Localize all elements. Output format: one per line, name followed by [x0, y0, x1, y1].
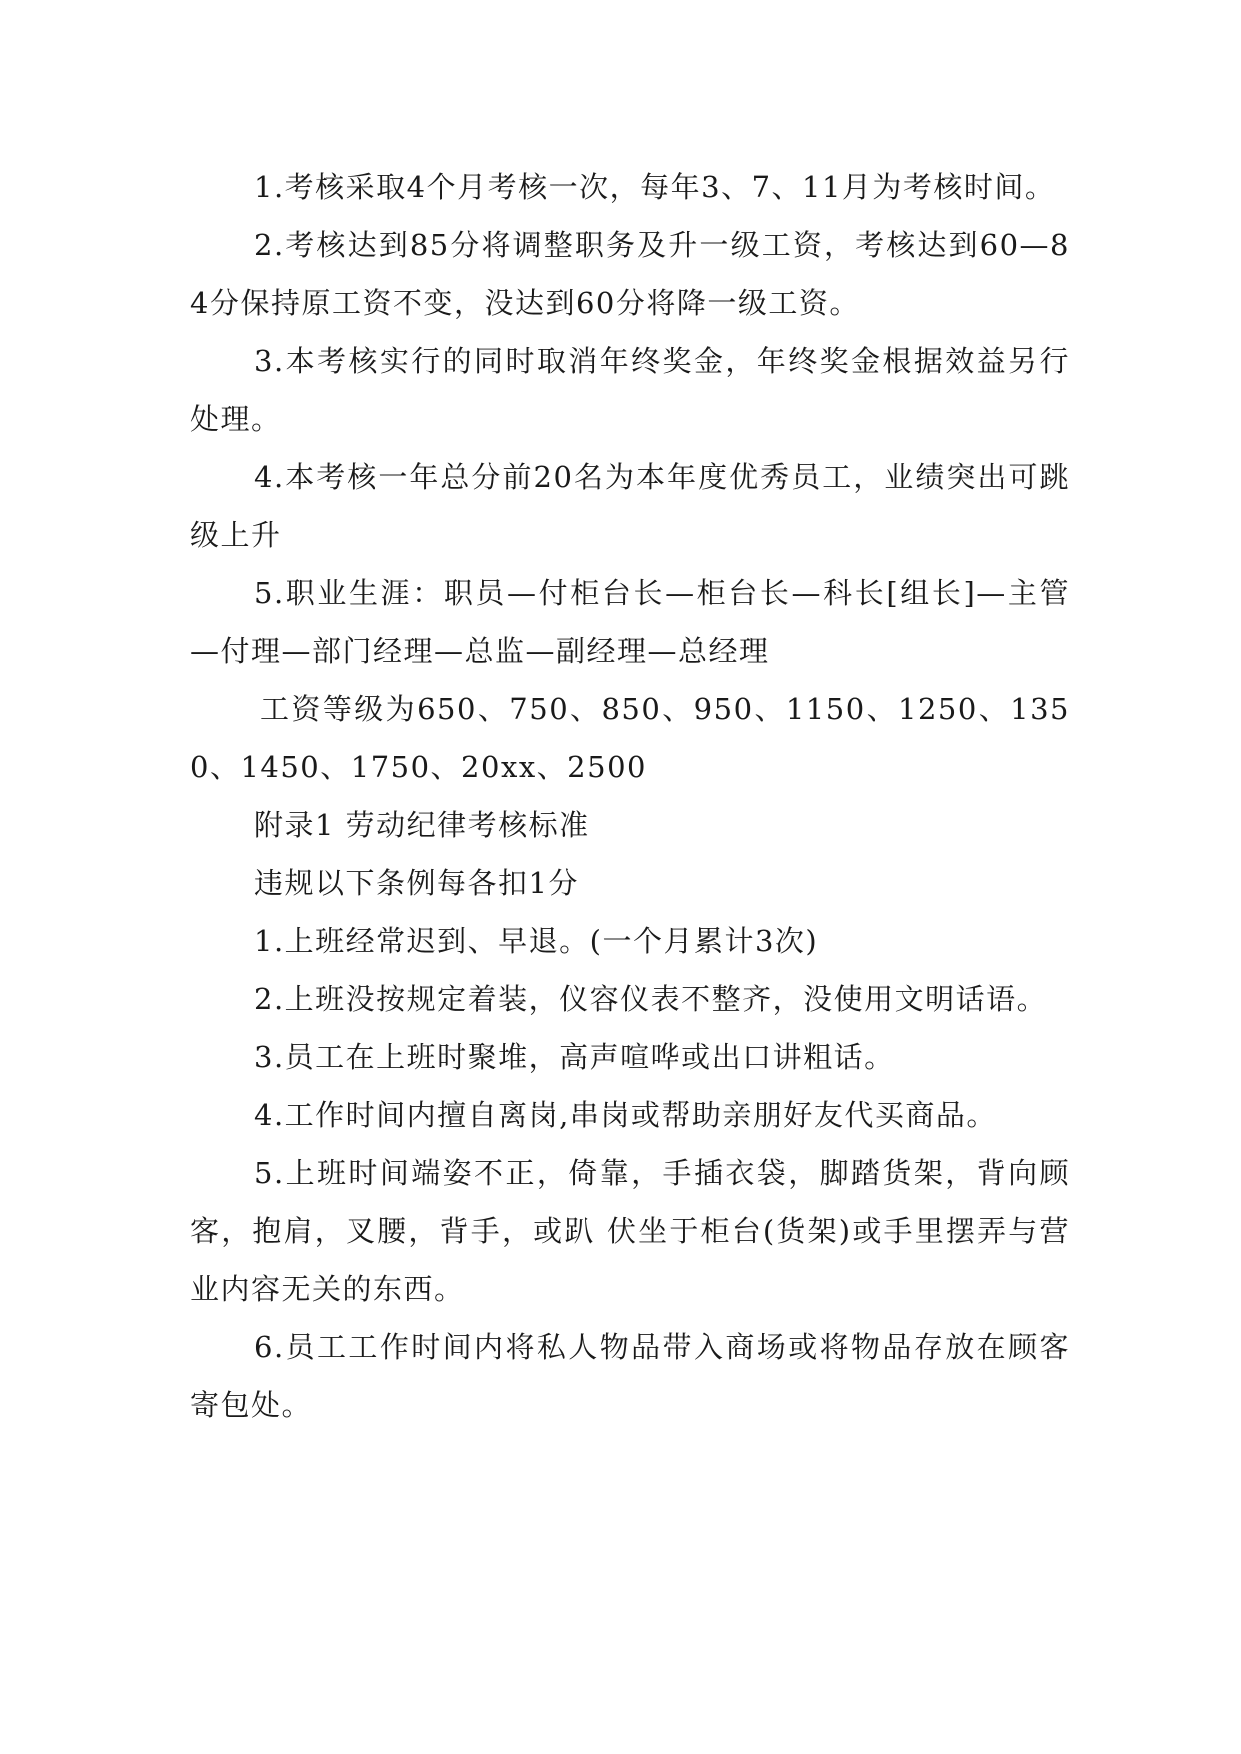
salary-levels: 工资等级为650、750、850、950、1150、1250、1350、1450、1750、20xx、2500 — [190, 692, 1070, 784]
rule-item-3: 3.员工在上班时聚堆，高声喧哗或出口讲粗话。 — [254, 1040, 895, 1074]
assessment-item-4: 4.本考核一年总分前20名为本年度优秀员工，业绩突出可跳级上升 — [190, 460, 1070, 552]
assessment-item-2: 2.考核达到85分将调整职务及升一级工资，考核达到60—84分保持原工资不变，没达到60分将降一级工资。 — [190, 228, 1070, 320]
career-path: 5.职业生涯：职员—付柜台长—柜台长—科长[组长]—主管—付理—部门经理—总监—副经理—总经理 — [190, 576, 1070, 668]
rule-item-5: 5.上班时间端姿不正，倚靠，手插衣袋，脚踏货架，背向顾客，抱肩，叉腰，背手，或趴 伏坐于柜台(货架)或手里摆弄与营业内容无关的东西。 — [190, 1156, 1070, 1306]
rule-item-4: 4.工作时间内擅自离岗,串岗或帮助亲朋好友代买商品。 — [254, 1098, 997, 1132]
deduction-rule: 违规以下条例每各扣1分 — [254, 866, 579, 900]
appendix-title: 附录1 劳动纪律考核标准 — [254, 808, 590, 842]
rule-item-1: 1.上班经常迟到、早退。(一个月累计3次) — [254, 924, 819, 958]
document-body — [190, 158, 1070, 1434]
rule-item-2: 2.上班没按规定着装，仪容仪表不整齐，没使用文明话语。 — [254, 982, 1048, 1016]
assessment-item-1: 1.考核采取4个月考核一次，每年3、7、11月为考核时间。 — [254, 170, 1056, 204]
rule-item-6: 6.员工工作时间内将私人物品带入商场或将物品存放在顾客寄包处。 — [190, 1330, 1070, 1422]
assessment-item-3: 3.本考核实行的同时取消年终奖金，年终奖金根据效益另行处理。 — [190, 344, 1070, 436]
